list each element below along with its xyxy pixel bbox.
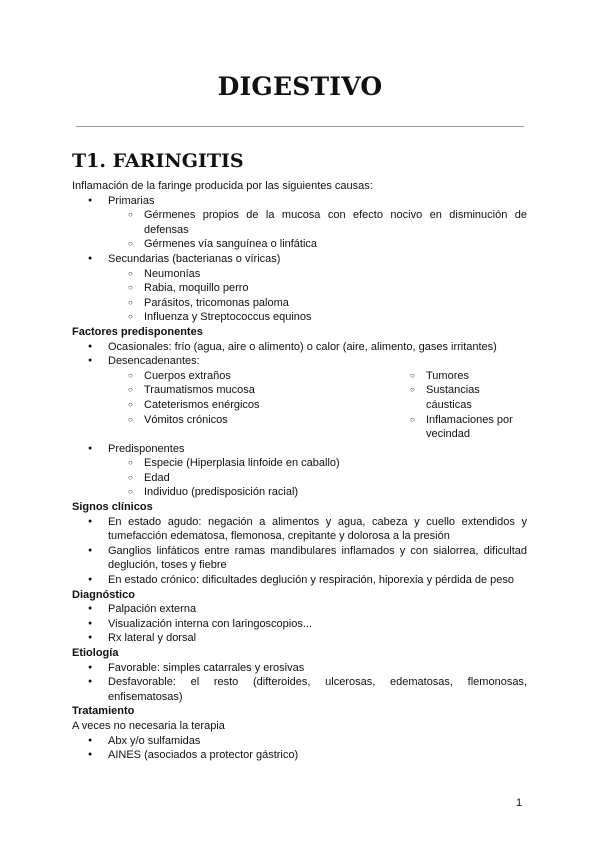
- list-item: ○ Rabia, moquillo perro: [108, 281, 527, 296]
- predisposing-label: Predisponentes: [108, 442, 185, 455]
- list-item: [72, 252, 527, 325]
- list-item: [72, 194, 527, 252]
- list-item: ● En estado crónico: dificultades deglución y respiración, hiporexia y pérdida de peso: [72, 573, 527, 588]
- list-item: ○ Cuerpos extraños: [108, 369, 390, 384]
- list-item: ● Ocasionales: frío (agua, aire o alimento) o calor (aire, alimento, gases irritantes): [72, 340, 527, 355]
- title-divider: [76, 126, 524, 127]
- factores-list: [72, 340, 527, 501]
- triggers-column-left: [108, 369, 390, 442]
- signos-list: [72, 515, 527, 588]
- diagnostico-heading: Diagnóstico: [72, 588, 135, 601]
- predisposing-sublist: [108, 456, 527, 500]
- page-number: 1: [516, 797, 523, 809]
- list-item: ● Desfavorable: el resto (difteroides, ulcerosas, edematosas, flemonosas, enfisematosas): [72, 675, 527, 704]
- intro-text: Inflamación de la faringe producida por las siguientes causas:: [72, 180, 373, 192]
- list-item: ○ Individuo (predisposición racial): [108, 485, 527, 500]
- list-item: ○ Traumatismos mucosa: [108, 383, 390, 398]
- list-item: ○ Cateterismos enérgicos: [108, 398, 390, 413]
- triggers-column-right: [390, 369, 527, 442]
- tratamiento-intro: A veces no necesaria la terapia: [72, 719, 225, 732]
- list-item: ○ Inflamaciones por vecindad: [390, 413, 527, 442]
- list-item: ● Rx lateral y dorsal: [72, 631, 527, 646]
- factores-heading: Factores predisponentes: [72, 325, 203, 338]
- secondary-causes-label: Secundarias (bacterianas o víricas): [108, 252, 281, 265]
- primary-causes-label: Primarias: [108, 194, 155, 207]
- signos-heading: Signos clínicos: [72, 501, 153, 514]
- list-item: ● Abx y/o sulfamidas: [72, 734, 527, 749]
- tratamiento-heading: Tratamiento: [72, 705, 135, 718]
- causes-list: [72, 194, 527, 325]
- list-item: ● Favorable: simples catarrales y erosivas: [72, 661, 527, 676]
- list-item: ● Visualización interna con laringoscopios...: [72, 617, 527, 632]
- section-title: T1. FARINGITIS: [72, 150, 244, 172]
- etiologia-list: [72, 661, 527, 705]
- secondary-causes-sublist: [108, 267, 527, 325]
- list-item: [72, 354, 527, 442]
- document-title: DIGESTIVO: [217, 72, 383, 101]
- diagnostico-list: [72, 602, 527, 646]
- list-item: [72, 442, 527, 500]
- list-item: ○ Sustancias cáusticas: [390, 383, 527, 412]
- list-item: ○ Edad: [108, 471, 527, 486]
- list-item: ● Palpación externa: [72, 602, 527, 617]
- triggers-label: Desencadenantes:: [108, 355, 200, 368]
- list-item: ○ Vómitos crónicos: [108, 413, 390, 428]
- triggers-columns: [108, 369, 527, 442]
- list-item: ○ Especie (Hiperplasia linfoide en caballo): [108, 456, 527, 471]
- tratamiento-list: [72, 734, 527, 763]
- list-item: ○ Gérmenes vía sanguínea o linfática: [108, 237, 527, 252]
- list-item: ○ Influenza y Streptococcus equinos: [108, 310, 527, 325]
- list-item: ○ Tumores: [390, 369, 527, 384]
- section-content: [72, 179, 527, 763]
- list-item: ○ Gérmenes propios de la mucosa con efecto nocivo en disminución de defensas: [108, 208, 527, 237]
- list-item: ● AINES (asociados a protector gástrico): [72, 748, 527, 763]
- list-item: ○ Neumonías: [108, 267, 527, 282]
- list-item: ● Ganglios linfáticos entre ramas mandibulares inflamados y con sialorrea, dificultad deglución, toses y fiebre: [72, 544, 527, 573]
- etiologia-heading: Etiología: [72, 647, 119, 659]
- list-item: ○ Parásitos, tricomonas paloma: [108, 296, 527, 311]
- primary-causes-sublist: [108, 208, 527, 252]
- list-item: ● En estado agudo: negación a alimentos y agua, cabeza y cuello extendidos y tumefacción edematosa, flemonosa, crepitante y dolorosa a la presión: [72, 515, 527, 544]
